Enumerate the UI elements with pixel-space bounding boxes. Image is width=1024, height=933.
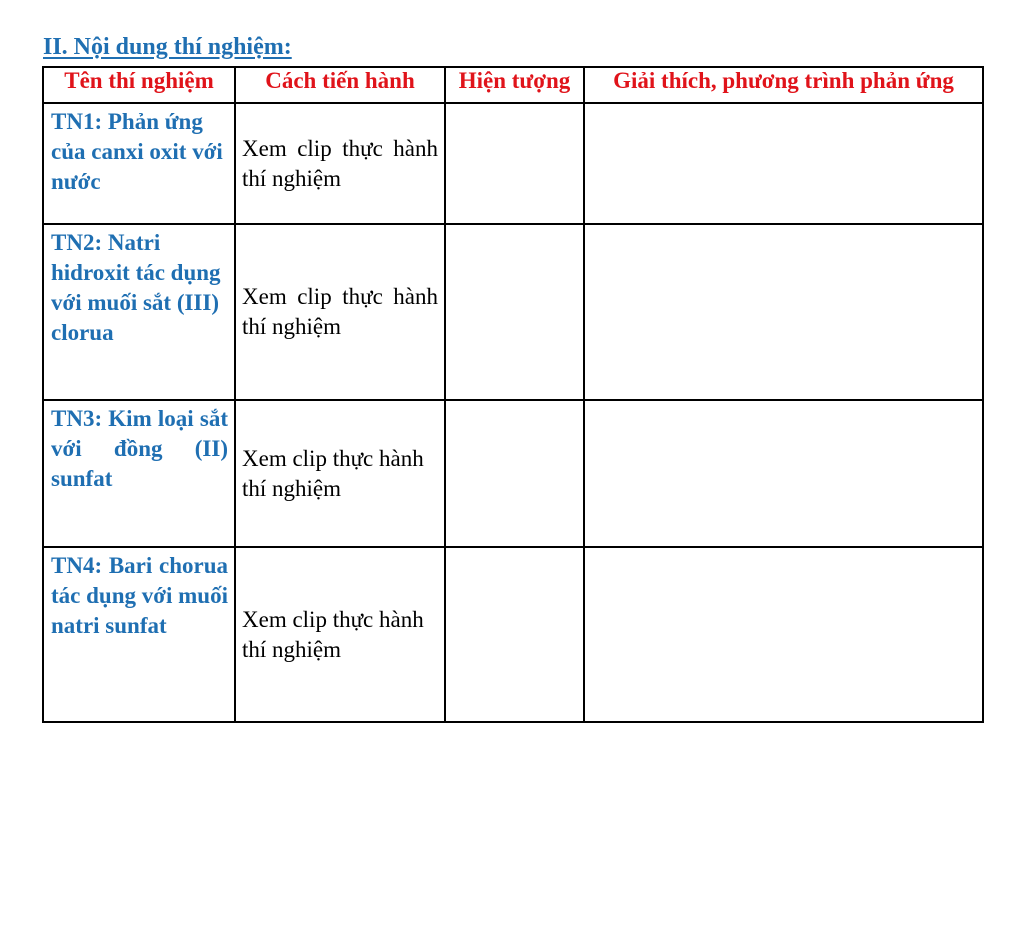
explanation-cell[interactable]: [584, 103, 983, 224]
header-procedure: Cách tiến hành: [235, 67, 445, 103]
table-row: [43, 547, 983, 722]
table-row: [43, 224, 983, 400]
experiment-name-cell: TN1: Phản ứng của canxi oxit với nước: [43, 103, 235, 224]
experiment-name-cell: TN2: Natri hidroxit tác dụng với muối sắt (III) clorua: [43, 224, 235, 400]
explanation-cell[interactable]: [584, 224, 983, 400]
experiment-name-cell: TN4: Bari chorua tác dụng với muối natri sunfat: [43, 547, 235, 722]
phenomenon-cell[interactable]: [445, 400, 584, 547]
section-title: II. Nội dung thí nghiệm:: [43, 34, 292, 60]
explanation-cell[interactable]: [584, 547, 983, 722]
table-row: [43, 103, 983, 224]
phenomenon-cell[interactable]: [445, 103, 584, 224]
experiment-table: [42, 66, 984, 723]
phenomenon-cell[interactable]: [445, 224, 584, 400]
procedure-cell: Xem clip thực hành thí nghiệm: [235, 547, 445, 722]
header-phenomenon: Hiện tượng: [445, 67, 584, 103]
table-header-row: [43, 67, 983, 103]
experiment-name-cell: TN3: Kim loại sắt với đồng (II) sunfat: [43, 400, 235, 547]
header-experiment-name: Tên thí nghiệm: [43, 67, 235, 103]
procedure-cell: Xem clip thực hành thí nghiệm: [235, 103, 445, 224]
table-row: [43, 400, 983, 547]
procedure-cell: Xem clip thực hành thí nghiệm: [235, 400, 445, 547]
phenomenon-cell[interactable]: [445, 547, 584, 722]
explanation-cell[interactable]: [584, 400, 983, 547]
header-explanation: Giải thích, phương trình phản ứng: [584, 67, 983, 103]
procedure-cell: Xem clip thực hành thí nghiệm: [235, 224, 445, 400]
